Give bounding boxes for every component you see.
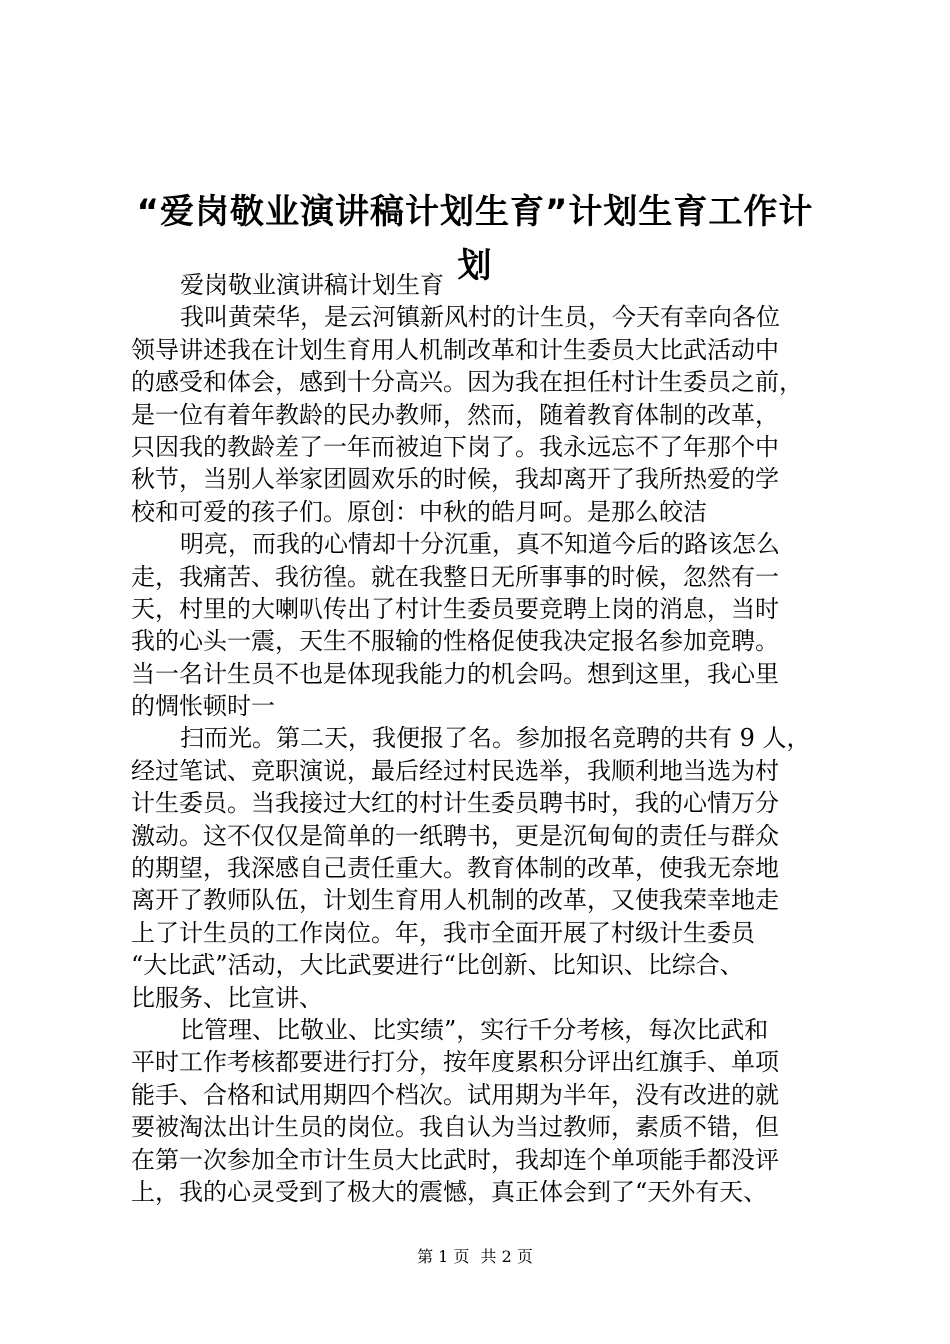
- body-line: 上，我的心灵受到了极大的震憾，真正体会到了“天外有天、: [131, 1177, 768, 1206]
- body-line: 能手、合格和试用期四个档次。试用期为半年，没有改进的就: [131, 1080, 779, 1109]
- body-line: 校和可爱的孩子们。原创：中秋的皓月呵。是那么皎洁: [131, 497, 707, 526]
- body-line: 平时工作考核都要进行打分，按年度累积分评出红旗手、单项: [131, 1048, 779, 1077]
- body-line: 我的心头一震，天生不服输的性格促使我决定报名参加竞聘。: [131, 627, 779, 656]
- page-number: 第 1 页: [417, 1247, 470, 1266]
- body-line: 比服务、比宣讲、: [131, 983, 323, 1012]
- body-line: 要被淘汰出计生员的岗位。我自认为当过教师，素质不错，但: [131, 1113, 779, 1142]
- body-line: 的感受和体会，感到十分高兴。因为我在担任村计生委员之前，: [131, 368, 803, 397]
- page-footer: [0, 1244, 950, 1267]
- body-line: 爱岗敬业演讲稿计划生育: [180, 271, 444, 299]
- body-line: 上了计生员的工作岗位。年，我市全面开展了村级计生委员: [131, 918, 755, 947]
- page-total: 共 2 页: [480, 1247, 533, 1266]
- document-title-line-2: 划: [457, 246, 493, 286]
- body-line: 的期望，我深感自己责任重大。教育体制的改革，使我无奈地: [131, 854, 779, 883]
- body-line: 我叫黄荣华，是云河镇新风村的计生员，今天有幸向各位: [180, 303, 780, 332]
- body-line: 天，村里的大喇叭传出了村计生委员要竞聘上岗的消息，当时: [131, 594, 779, 623]
- body-line: 是一位有着年教龄的民办教师，然而，随着教育体制的改革，: [131, 400, 779, 429]
- body-line: 激动。这不仅仅是简单的一纸聘书，更是沉甸甸的责任与群众: [131, 821, 779, 850]
- body-line: 经过笔试、竞职演说，最后经过村民选举，我顺利地当选为村: [131, 756, 779, 785]
- body-line: 当一名计生员不也是体现我能力的机会吗。想到这里，我心里: [131, 659, 779, 688]
- body-line: 的惆怅顿时一: [131, 692, 275, 721]
- body-line: 扫而光。第二天，我便报了名。参加报名竞聘的共有 9 人，: [180, 724, 811, 753]
- body-line: 秋节，当别人举家团圆欢乐的时候，我却离开了我所热爱的学: [131, 465, 779, 494]
- body-line: 走，我痛苦、我彷徨。就在我整日无所事事的时候，忽然有一: [131, 562, 779, 591]
- body-line: 在第一次参加全市计生员大比武时，我却连个单项能手都没评: [131, 1145, 779, 1174]
- document-body: [131, 269, 831, 1208]
- body-line: 比管理、比敬业、比实绩”，实行千分考核，每次比武和: [180, 1015, 769, 1044]
- body-line: 明亮，而我的心情却十分沉重，真不知道今后的路该怎么: [180, 530, 780, 559]
- body-line: 只因我的教龄差了一年而被迫下岗了。我永远忘不了年那个中: [131, 432, 779, 461]
- document-title-line-1: “爱岗敬业演讲稿计划生育”计划生育工作计: [136, 192, 814, 232]
- body-line: 计生委员。当我接过大红的村计生委员聘书时，我的心情万分: [131, 789, 779, 818]
- body-line: 领导讲述我在计划生育用人机制改革和计生委员大比武活动中: [131, 335, 779, 364]
- body-line: 离开了教师队伍，计划生育用人机制的改革，又使我荣幸地走: [131, 886, 779, 915]
- body-line: “大比武”活动，大比武要进行“比创新、比知识、比综合、: [131, 951, 744, 980]
